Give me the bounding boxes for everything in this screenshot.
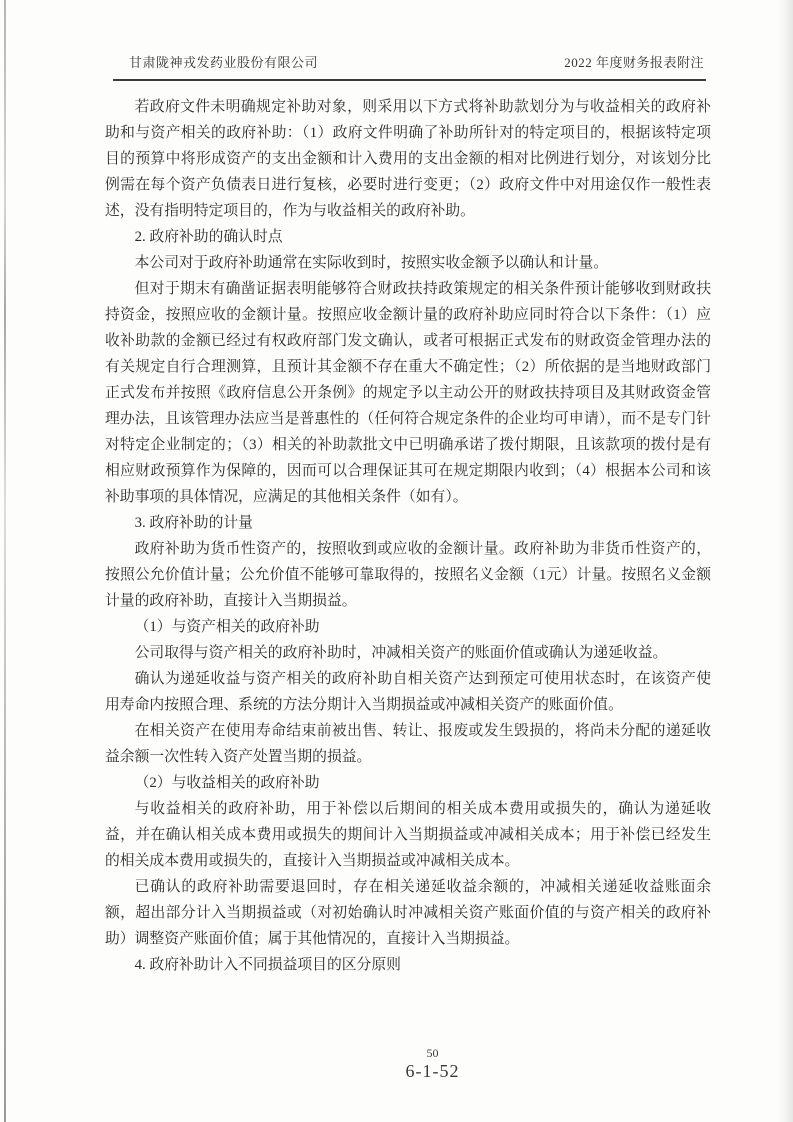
subheading-income-related-subsidy: （2）与收益相关的政府补助 [134, 775, 320, 791]
paragraph-monetary-measurement: 政府补助为货币性资产的，按照收到或应收的金额计量。政府补助为非货币性资产的，按照公允价值计量；公允价值不能够可靠取得的，按照名义金额（1元）计量。按照名义金额计量的政府补助，直接计入当期损益。 [105, 541, 711, 609]
page-footer [0, 1046, 793, 1082]
scan-edge-left-line [4, 0, 6, 1122]
page-header [113, 52, 706, 81]
paragraph-asset-disposal: 在相关资产在使用寿命结束前被出售、转让、报废或发生毁损的，将尚未分配的递延收益余额一次性转入资产处置当期的损益。 [105, 723, 711, 765]
paragraph-actual-receipt: 本公司对于政府补助通常在实际收到时，按照实收金额予以确认和计量。 [134, 255, 609, 271]
document-body [105, 94, 711, 978]
heading-recognition-timing: 2. 政府补助的确认时点 [134, 229, 283, 245]
paragraph-subsidy-refund: 已确认的政府补助需要退回时，存在相关递延收益余额的，冲减相关递延收益账面余额，超出部分计入当期损益或（对初始确认时冲减相关资产账面价值的与资产相关的政府补助）调整资产账面价值；属于其他情况的，直接计入当期损益。 [105, 879, 711, 947]
subheading-asset-related-subsidy: （1）与资产相关的政府补助 [134, 619, 320, 635]
heading-profit-loss-distinction: 4. 政府补助计入不同损益项目的区分原则 [134, 957, 401, 973]
report-title: 2022 年度财务报表附注 [564, 55, 704, 70]
page-number: 50 [426, 1046, 439, 1060]
paragraph-income-subsidy-treatment: 与收益相关的政府补助，用于补偿以后期间的相关成本费用或损失的，确认为递延收益，并在确认相关成本费用或损失的期间计入当期损益或冲减相关成本；用于补偿已经发生的相关成本费用或损失的，直接计入当期损益或冲减相关成本。 [105, 801, 711, 869]
heading-subsidy-measurement: 3. 政府补助的计量 [134, 515, 253, 531]
paragraph-subsidy-classification: 若政府文件未明确规定补助对象，则采用以下方式将补助款划分为与收益相关的政府补助和与资产相关的政府补助：（1）政府文件明确了补助所针对的特定项目的，根据该特定项目的预算中将形成资产的支出金额和计入费用的支出金额的相对比例进行划分，对该划分比例需在每个资产负债表日进行复核，必要时进行变更；（2）政府文件中对用途仅作一般性表述，没有指明特定项目的，作为与收益相关的政府补助。 [105, 99, 711, 219]
company-name: 甘肃陇神戎发药业股份有限公司 [129, 55, 319, 70]
paragraph-deferred-income-allocation: 确认为递延收益与资产相关的政府补助自相关资产达到预定可使用状态时，在该资产使用寿命内按照合理、系统的方法分期计入当期损益或冲减相关资产的账面价值。 [105, 671, 711, 713]
paragraph-asset-subsidy-recognition: 公司取得与资产相关的政府补助时，冲减相关资产的账面价值或确认为递延收益。 [134, 645, 668, 661]
scan-edge-right-shadow [777, 0, 793, 1122]
page-code: 6-1-52 [405, 1061, 460, 1081]
paragraph-receivable-conditions: 但对于期末有确凿证据表明能够符合财政扶持政策规定的相关条件预计能够收到财政扶持资金，按照应收的金额计量。按照应收金额计量的政府补助应同时符合以下条件：（1）应收补助款的金额已经过有权政府部门发文确认，或者可根据正式发布的财政资金管理办法的有关规定自行合理测算，且预计其金额不存在重大不确定性；（2）所依据的是当地财政部门正式发布并按照《政府信息公开条例》的规定予以主动公开的财政扶持项目及其财政资金管理办法，且该管理办法应当是普惠性的（任何符合规定条件的企业均可申请），而不是专门针对特定企业制定的；（3）相关的补助款批文中已明确承诺了拨付期限，且该款项的拨付是有相应财政预算作为保障的，因而可以合理保证其可在规定期限内收到；（4）根据本公司和该补助事项的具体情况，应满足的其他相关条件（如有）。 [105, 281, 711, 505]
